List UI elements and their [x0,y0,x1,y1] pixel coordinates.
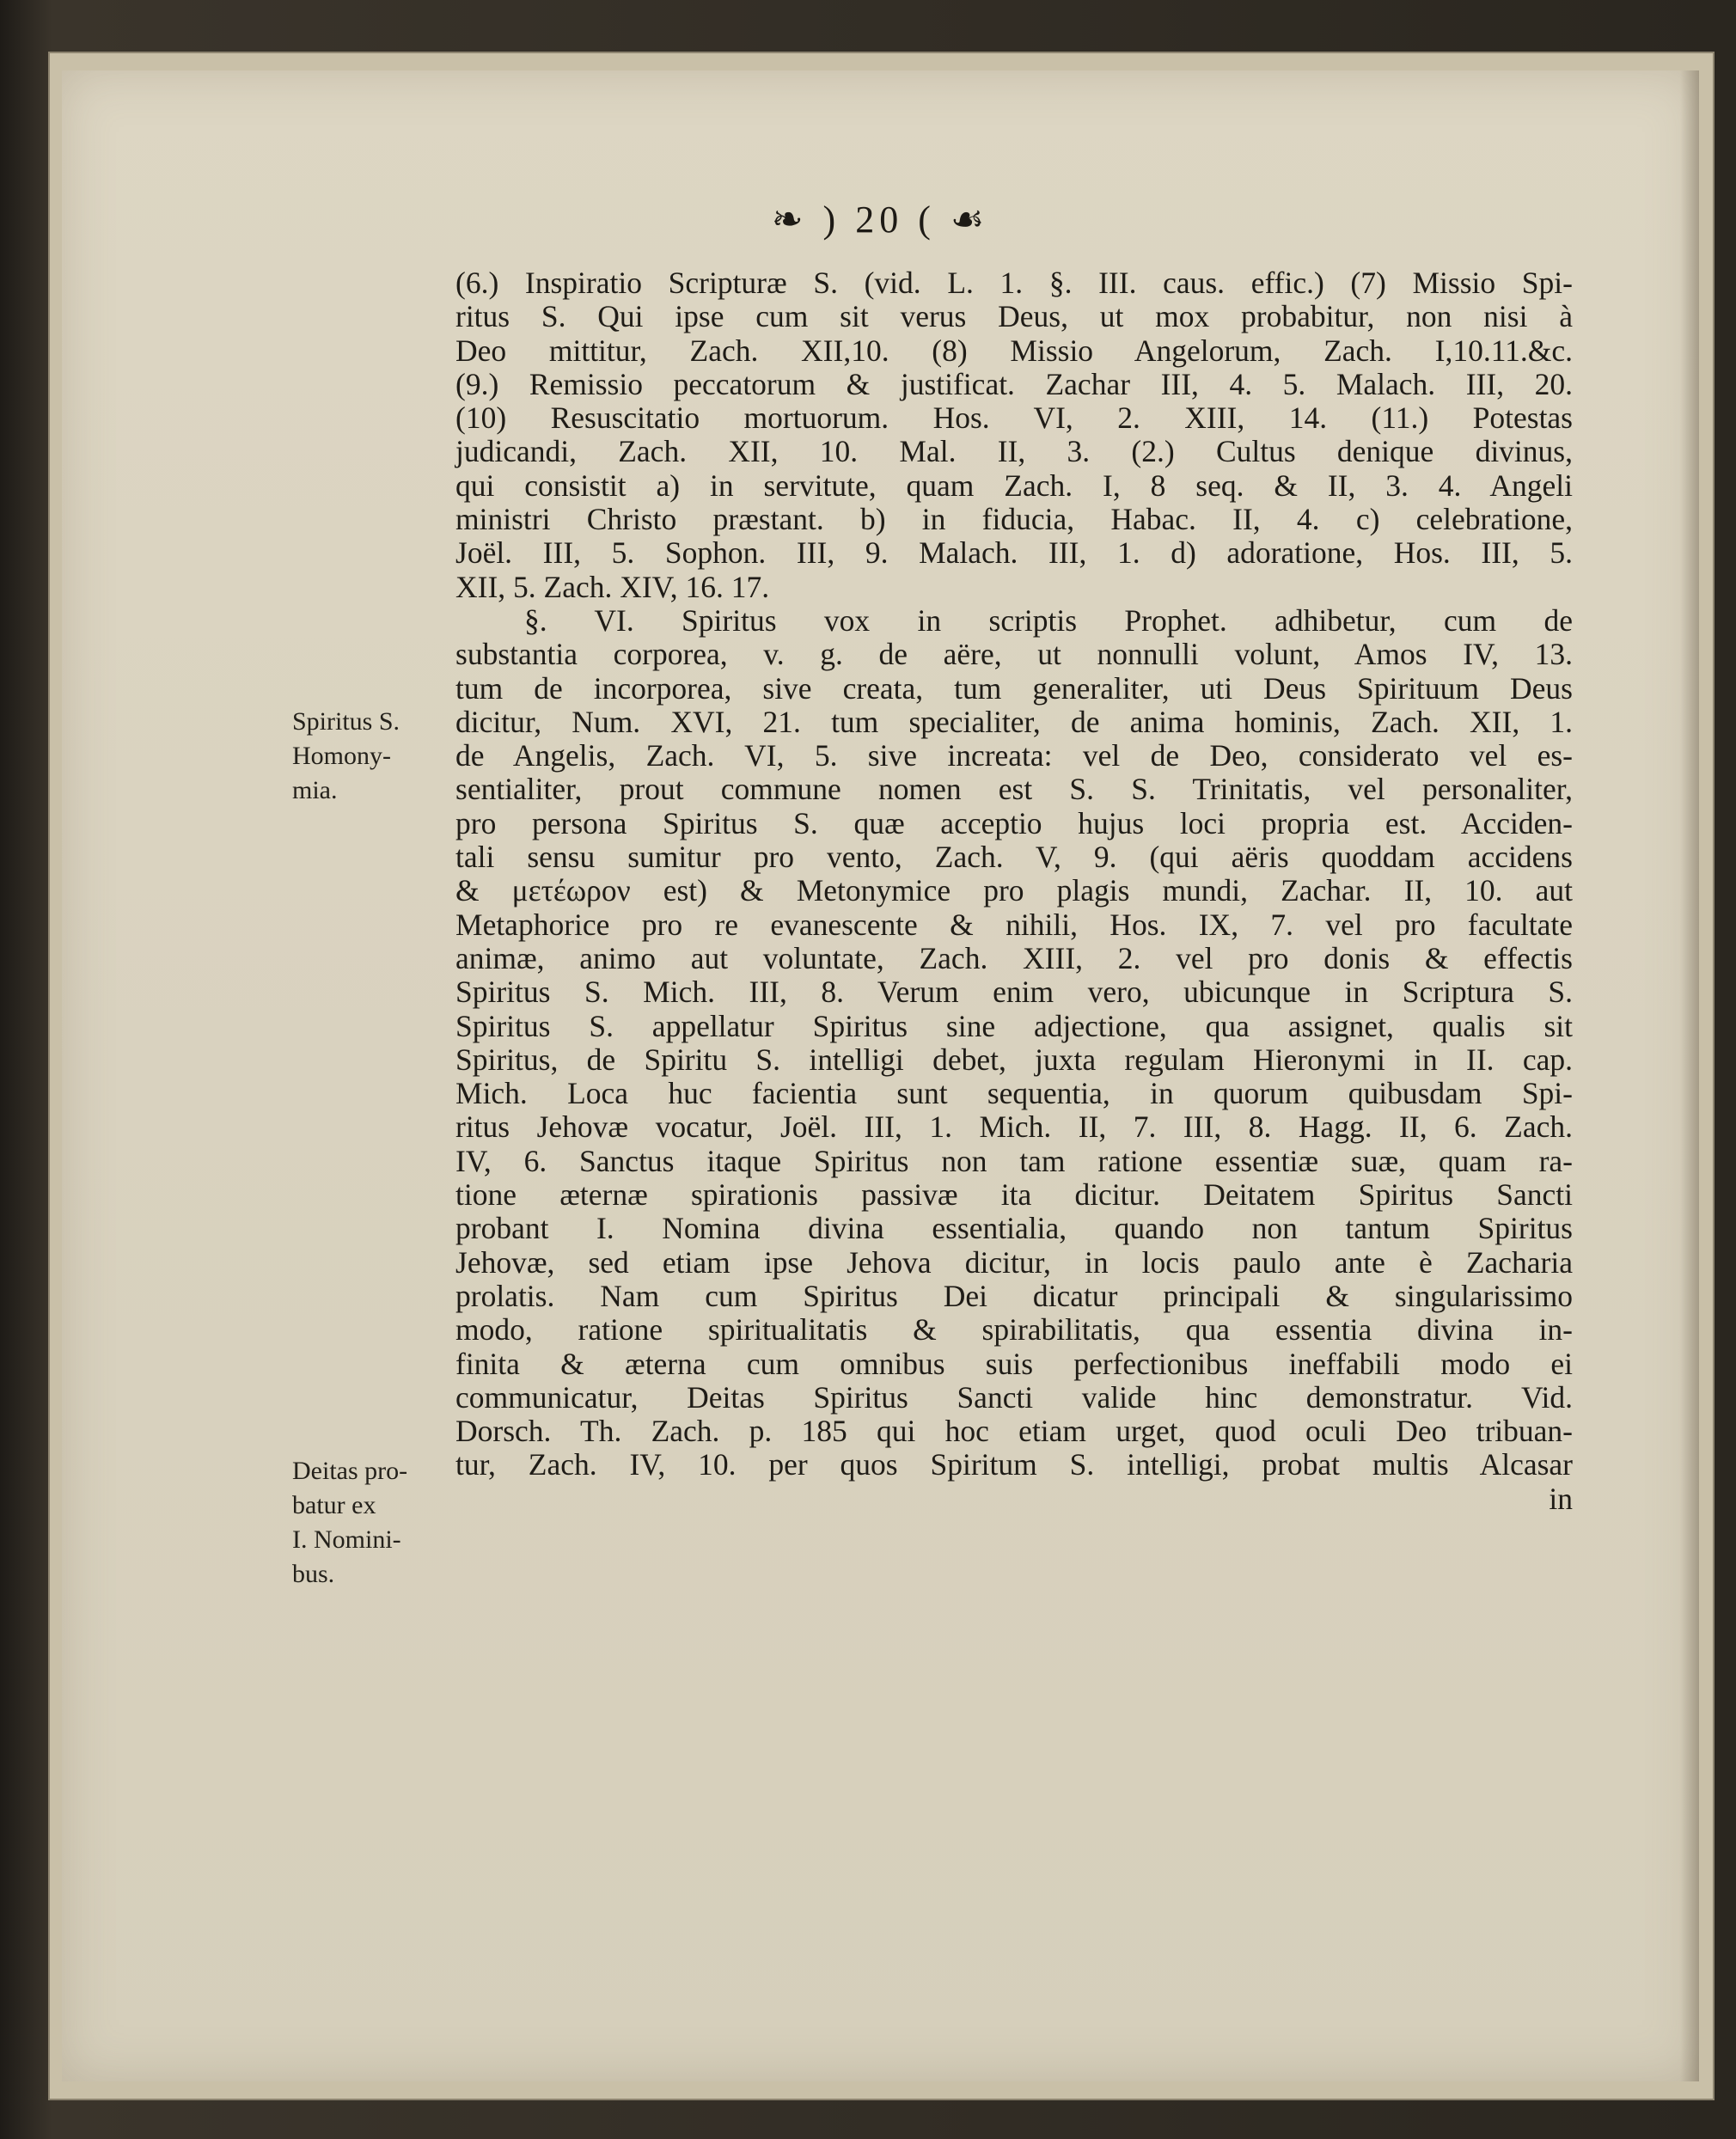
text-line: Joël. III, 5. Sophon. III, 9. Malach. III, 1. d) adoratione, Hos. III, 5. [455,535,1573,571]
text-line: judicandi, Zach. XII, 10. Mal. II, 3. (2.) Cultus denique divinus, [455,434,1573,469]
text-line: (9.) Remissio peccatorum & justificat. Zachar III, 4. 5. Malach. III, 20. [455,366,1573,401]
book-page [62,70,1699,2081]
margin-note-deitas [292,1454,455,1592]
text-line: ritus S. Qui ipse cum sit verus Deus, ut mox probabitur, non nisi à [455,299,1573,334]
margin-note-line: Deitas pro- [292,1457,408,1485]
text-line: XII, 5. Zach. XIV, 16. 17. [455,569,770,604]
margin-note-line: batur ex [292,1491,376,1519]
text-line: IV, 6. Sanctus itaque Spiritus non tam ratione essentiæ suæ, quam ra- [455,1143,1573,1178]
text-line: tur, Zach. IV, 10. per quos Spiritum S. intelligi, probat multis Alcasar [455,1447,1573,1482]
text-line: ministri Christo præstant. b) in fiducia, Habac. II, 4. c) celebratione, [455,502,1573,537]
text-line: tum de incorporea, sive creata, tum generaliter, uti Deus Spirituum Deus [455,670,1573,706]
text-line: probant I. Nomina divina essentialia, quando non tantum Spiritus [455,1211,1573,1246]
text-line: Deo mittitur, Zach. XII,10. (8) Missio Angelorum, Zach. I,10.11.&c. [455,333,1573,368]
text-line: communicatur, Deitas Spiritus Sancti valide hinc demonstratur. Vid. [455,1379,1573,1415]
text-line: modo, ratione spiritualitatis & spirabilitatis, qua essentia divina in- [455,1312,1573,1348]
margin-note-line: Homony- [292,742,391,770]
page-edge-shadow [1680,70,1699,2081]
text-line: §. VI. Spiritus vox in scriptis Prophet. adhibetur, cum de [524,602,1573,638]
text-line: qui consistit a) in servitute, quam Zach. I, 8 seq. & II, 3. 4. Angeli [455,468,1573,503]
text-line: (10) Resuscitatio mortuorum. Hos. VI, 2. XIII, 14. (11.) Potestas [455,400,1573,436]
text-line: Spiritus S. appellatur Spiritus sine adjectione, qua assignet, qualis sit [455,1008,1573,1043]
margin-note-line: Spiritus S. [292,707,400,736]
text-line: Mich. Loca huc facientia sunt sequentia, in quorum quibusdam Spi- [455,1076,1573,1111]
text-line: Dorsch. Th. Zach. p. 185 qui hoc etiam urget, quod oculi Deo tribuan- [455,1414,1573,1449]
text-line: Spiritus, de Spiritu S. intelligi debet, juxta regulam Hieronymi in II. cap. [455,1042,1573,1077]
running-head-page-number: ❧ ) 20 ( ☙ [771,199,990,241]
text-line: de Angelis, Zach. VI, 5. sive increata: vel de Deo, considerato vel es- [455,738,1573,773]
text-line: pro persona Spiritus S. quæ acceptio hujus loci propria est. Acciden- [455,805,1573,840]
text-line: dicitur, Num. XVI, 21. tum specialiter, de anima hominis, Zach. XII, 1. [455,704,1573,739]
text-line: Jehovæ, sed etiam ipse Jehova dicitur, in locis paulo ante è Zacharia [455,1244,1573,1280]
text-line: tione æternæ spirationis passivæ ita dicitur. Deitatem Spiritus Sancti [455,1177,1573,1213]
text-line: substantia corporea, v. g. de aëre, ut nonnulli volunt, Amos IV, 13. [455,637,1573,672]
text-line: Spiritus S. Mich. III, 8. Verum enim vero, ubicunque in Scriptura S. [455,975,1573,1010]
margin-note-line: bus. [292,1560,335,1588]
main-text-block [455,266,1573,1516]
text-line: sentialiter, prout commune nomen est S. S. Trinitatis, vel personaliter, [455,772,1573,807]
text-line: finita & æterna cum omnibus suis perfectionibus ineffabili modo ei [455,1346,1573,1381]
text-line: & μετέωρον est) & Metonymice pro plagis mundi, Zachar. II, 10. aut [455,873,1573,908]
text-line: Metaphorice pro re evanescente & nihili, Hos. IX, 7. vel pro facultate [455,907,1573,942]
text-line: tali sensu sumitur pro vento, Zach. V, 9. (qui aëris quoddam accidens [455,840,1573,875]
text-line: prolatis. Nam cum Spiritus Dei dicatur principali & singularissimo [455,1278,1573,1313]
text-line: animæ, animo aut voluntate, Zach. XIII, 2. vel pro donis & effectis [455,940,1573,975]
margin-note-line: mia. [292,776,338,804]
catchword: in [1549,1481,1573,1516]
text-line: (6.) Inspiratio Scripturæ S. (vid. L. 1. §. III. caus. effic.) (7) Missio Spi- [455,266,1573,300]
text-line: ritus Jehovæ vocatur, Joël. III, 1. Mich. II, 7. III, 8. Hagg. II, 6. Zach. [455,1109,1573,1145]
margin-note-homonymia [292,705,455,808]
margin-note-line: I. Nomini- [292,1525,401,1554]
